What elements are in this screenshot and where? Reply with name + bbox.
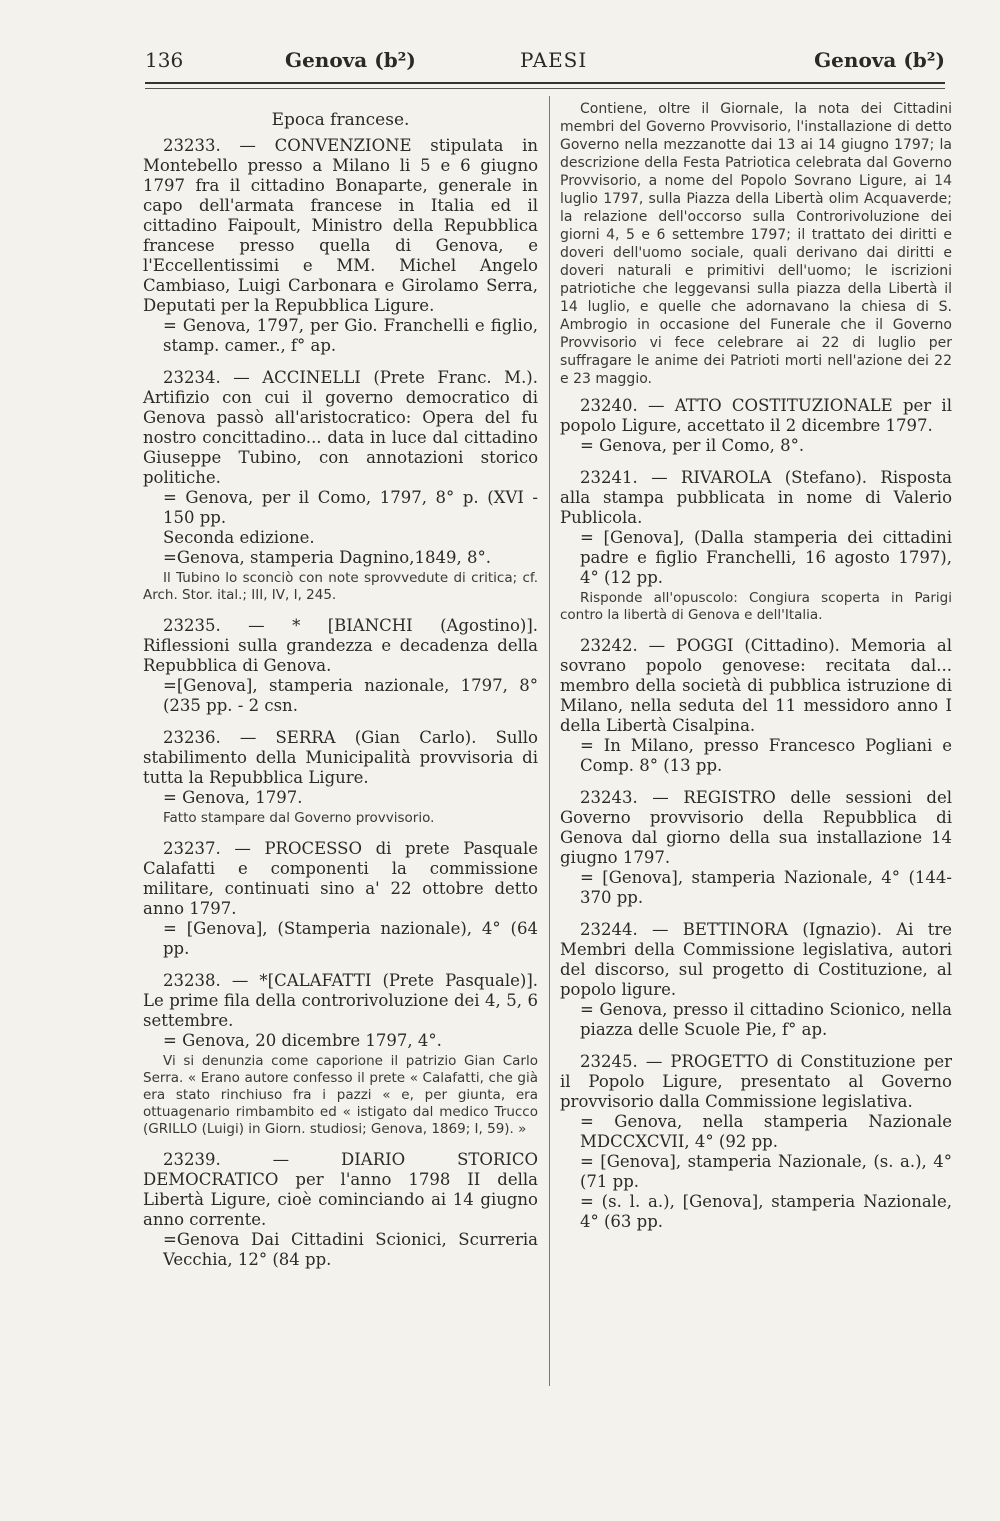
entry-contents-note: Contiene, oltre il Giornale, la nota dei Cittadini membri del Governo Provvisorio, l'installazione di detto Governo nella mezzanotte dai 13 ai 14 giugno 1797; la descrizione della Festa Patriotica celebrata dal Governo Provvisorio, a nome del Popolo Sovrano Ligure, ai 14 luglio 1797, sulla Piazza della Libertà olim Acquaverde; la relazione dell'occorso sulla Controrivoluzione dei giorni 4, 5 e 6 settembre 1797; il trattato dei diritti e doveri dell'uomo sociale, quali derivano dai diritti e doveri naturali e primitivi dell'uomo; le iscrizioni patriotiche che leggevansi sulla piazza della Libertà il 14 luglio, e quelle che adornavano la chiesa di S. Ambrogio in occasione del Funerale che il Governo Provvisorio vi fece celebrare ai 22 di luglio per suffragare le anime dei Patrioti morti nell'azione dei 22 e 23 maggio. <box>560 101 952 387</box>
entry-text: 23243. — REGISTRO delle sessioni del Governo provvisorio della Repubblica di Genova dal giorno della sua installazione 14 giugno 1797. <box>560 788 952 867</box>
entry-text: 23244. — BETTINORA (Ignazio). Ai tre Membri della Commissione legislativa, autori del discorso, sul progetto di Costituzione, al popolo ligure. <box>560 920 952 999</box>
entry-23243 <box>560 788 952 908</box>
entry-23234 <box>143 368 538 604</box>
entry-23235 <box>143 616 538 716</box>
entry-23237 <box>143 839 538 959</box>
section-title: Epoca francese. <box>271 110 410 130</box>
entry-edition: Seconda edizione. <box>163 528 315 547</box>
entry-imprint: = Genova, 1797. <box>163 788 303 807</box>
entry-text: 23241. — RIVAROLA (Stefano). Risposta alla stampa pubblicata in nome di Valerio Publicola. <box>560 468 952 527</box>
entry-text: 23234. — ACCINELLI (Prete Franc. M.). Artifizio con cui il governo democratico di Genova passò all'aristocratico: Opera del fu nostro concittadino... data in luce dal cittadino Giuseppe Tubino, con annotazioni storico politiche. <box>143 368 538 487</box>
entry-text: 23237. — PROCESSO di prete Pasquale Calafatti e componenti la commissione militare, continuati sino a' 22 ottobre detto anno 1797. <box>143 839 538 918</box>
header-rule <box>145 82 945 84</box>
entry-text: 23233. — CONVENZIONE stipulata in Montebello presso a Milano li 5 e 6 giugno 1797 fra il cittadino Bonaparte, generale in capo dell'armata francese in Italia ed il cittadino Faipoult, Ministro della Repubblica francese presso quella di Genova, e l'Eccellentissimi e MM. Michel Angelo Cambiaso, Luigi Carbonara e Girolamo Serra, Deputati per la Repubblica Ligure. <box>143 136 538 315</box>
entry-23239 <box>143 1150 538 1270</box>
entry-text: 23239. — DIARIO STORICO DEMOCRATICO per l'anno 1798 II della Libertà Ligure, cioè cominciando ai 14 giugno anno corrente. <box>143 1150 538 1229</box>
column-divider <box>549 96 550 1386</box>
entry-23233 <box>143 136 538 356</box>
entry-imprint: = Genova, 20 dicembre 1797, 4°. <box>163 1031 442 1050</box>
entry-imprint: =Genova Dai Cittadini Scionici, Scurreria Vecchia, 12° (84 pp. <box>163 1230 538 1269</box>
left-column <box>143 100 538 1282</box>
header-left-title: Genova (b²) <box>285 48 416 72</box>
entry-23245 <box>560 1052 952 1232</box>
entry-23242 <box>560 636 952 776</box>
entry-text: 23240. — ATTO COSTITUZIONALE per il popolo Ligure, accettato il 2 dicembre 1797. <box>560 396 952 435</box>
entry-imprint: = Genova, per il Como, 1797, 8° p. (XVI - 150 pp. <box>163 488 538 527</box>
entry-note: Risponde all'opuscolo: Congiura scoperta in Parigi contro la libertà di Genova e dell'Italia. <box>560 590 952 623</box>
entry-23236 <box>143 728 538 827</box>
right-column <box>560 100 952 1244</box>
header-right-title: Genova (b²) <box>814 48 945 72</box>
entry-imprint-2: = [Genova], stamperia Nazionale, (s. a.), 4° (71 pp. <box>580 1152 952 1191</box>
entry-note: Il Tubino lo sconciò con note sprovvedute di critica; cf. Arch. Stor. ital.; III, IV, I, 245. <box>143 570 538 603</box>
entry-imprint: = [Genova], stamperia Nazionale, 4° (144-370 pp. <box>580 868 952 907</box>
entry-23244 <box>560 920 952 1040</box>
entry-imprint: = Genova, nella stamperia Nazionale MDCCXCVII, 4° (92 pp. <box>580 1112 952 1151</box>
entry-note: Fatto stampare dal Governo provvisorio. <box>163 810 435 826</box>
entry-text: 23238. — *[CALAFATTI (Prete Pasquale)]. Le prime fila della controrivoluzione dei 4, 5, 6 settembre. <box>143 971 538 1030</box>
entry-23238 <box>143 971 538 1138</box>
entry-imprint: = Genova, per il Como, 8°. <box>580 436 805 455</box>
page-number: 136 <box>145 48 184 72</box>
entry-23240 <box>560 396 952 456</box>
entry-text: 23235. — * [BIANCHI (Agostino)]. Riflessioni sulla grandezza e decadenza della Repubblica di Genova. <box>143 616 539 675</box>
entry-note: Vi si denunzia come caporione il patrizio Gian Carlo Serra. « Erano autore confesso il prete « Calafatti, che già era stato rinchiuso fra i pazzi « e, per giunta, era ottuagenario rimbambito ed « istigato dal medico Trucco (GRILLO (Luigi) in Giorn. studiosi; Genova, 1869; I, 59). » <box>143 1053 538 1137</box>
entry-text: 23242. — POGGI (Cittadino). Memoria al sovrano popolo genovese: recitata dal... membro della società di pubblica istruzione di Milano, nella seduta del 11 messidoro anno I della Libertà Cisalpina. <box>560 636 952 735</box>
entry-imprint-3: = (s. l. a.), [Genova], stamperia Nazionale, 4° (63 pp. <box>580 1192 952 1231</box>
entry-imprint: = Genova, 1797, per Gio. Franchelli e figlio, stamp. camer., f° ap. <box>163 316 538 355</box>
entry-imprint: = In Milano, presso Francesco Pogliani e Comp. 8° (13 pp. <box>580 736 952 775</box>
header-center-title: PAESI <box>520 48 588 72</box>
entry-text: 23236. — SERRA (Gian Carlo). Sullo stabilimento della Municipalità provvisoria di tutta la Repubblica Ligure. <box>143 728 538 787</box>
entry-imprint: = [Genova], (Stamperia nazionale), 4° (64 pp. <box>163 919 538 958</box>
running-header <box>145 48 945 82</box>
header-rule-thin <box>145 88 945 89</box>
entry-23241 <box>560 468 952 624</box>
entry-imprint: = Genova, presso il cittadino Scionico, nella piazza delle Scuole Pie, f° ap. <box>580 1000 952 1039</box>
entry-imprint-2: =Genova, stamperia Dagnino,1849, 8°. <box>163 548 491 567</box>
entry-imprint: = [Genova], (Dalla stamperia dei cittadini padre e figlio Franchelli, 16 agosto 1797), 4° (12 pp. <box>580 528 952 587</box>
entry-text: 23245. — PROGETTO di Constituzione per il Popolo Ligure, presentato al Governo provvisorio dalla Commissione legislativa. <box>560 1052 952 1111</box>
entry-imprint: =[Genova], stamperia nazionale, 1797, 8° (235 pp. - 2 csn. <box>163 676 538 715</box>
